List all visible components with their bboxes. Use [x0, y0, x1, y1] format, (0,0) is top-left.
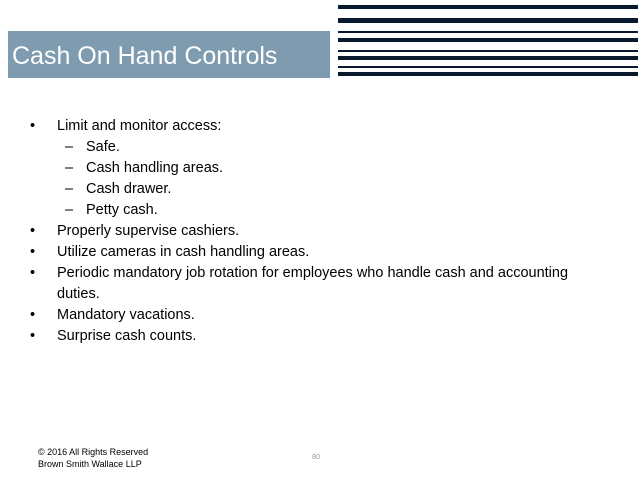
bullet-item: [30, 263, 620, 305]
bullet-text: Surprise cash counts.: [57, 328, 197, 344]
sub-bullet-text: Safe.: [86, 139, 120, 155]
page-number: 80: [312, 452, 321, 461]
decorative-lines-svg: [330, 0, 638, 78]
bullet-text: Utilize cameras in cash handling areas.: [57, 244, 310, 260]
bullet-marker: •: [30, 244, 36, 260]
copyright-text: © 2016 All Rights Reserved: [38, 447, 149, 457]
sub-bullet-marker: –: [65, 181, 74, 197]
sub-bullet-marker: –: [65, 139, 74, 155]
bullet-marker: •: [30, 307, 36, 323]
bullet-list: [30, 116, 620, 347]
sub-bullet-item: [30, 179, 620, 200]
bullet-item: [30, 116, 620, 137]
slide-title: Cash On Hand Controls: [12, 42, 278, 70]
sub-bullet-text: Cash handling areas.: [86, 160, 224, 176]
sub-bullet-marker: –: [65, 160, 74, 176]
bullet-item: [30, 305, 620, 326]
company-name: Brown Smith Wallace LLP: [38, 459, 142, 469]
bullet-text: Properly supervise cashiers.: [57, 223, 240, 239]
bullet-marker: •: [30, 328, 36, 344]
sub-bullet-text: Petty cash.: [86, 202, 158, 218]
bullet-text: Mandatory vacations.: [57, 307, 195, 323]
bullet-marker: •: [30, 265, 36, 281]
sub-bullet-text: Cash drawer.: [86, 181, 172, 197]
bullet-item: [30, 326, 620, 347]
decorative-lines-graphic: [330, 0, 638, 78]
bullet-item: [30, 221, 620, 242]
sub-bullet-marker: –: [65, 202, 74, 218]
bullet-marker: •: [30, 118, 36, 134]
sub-bullet-item: [30, 137, 620, 158]
bullet-text: Limit and monitor access:: [57, 118, 222, 134]
footer-copyright-block: [38, 446, 148, 470]
bullet-marker: •: [30, 223, 36, 239]
sub-bullet-item: [30, 158, 620, 179]
sub-bullet-item: [30, 200, 620, 221]
bullet-text: Periodic mandatory job rotation for employees who handle cash and accounting duties.: [57, 265, 569, 302]
bullet-item: [30, 242, 620, 263]
